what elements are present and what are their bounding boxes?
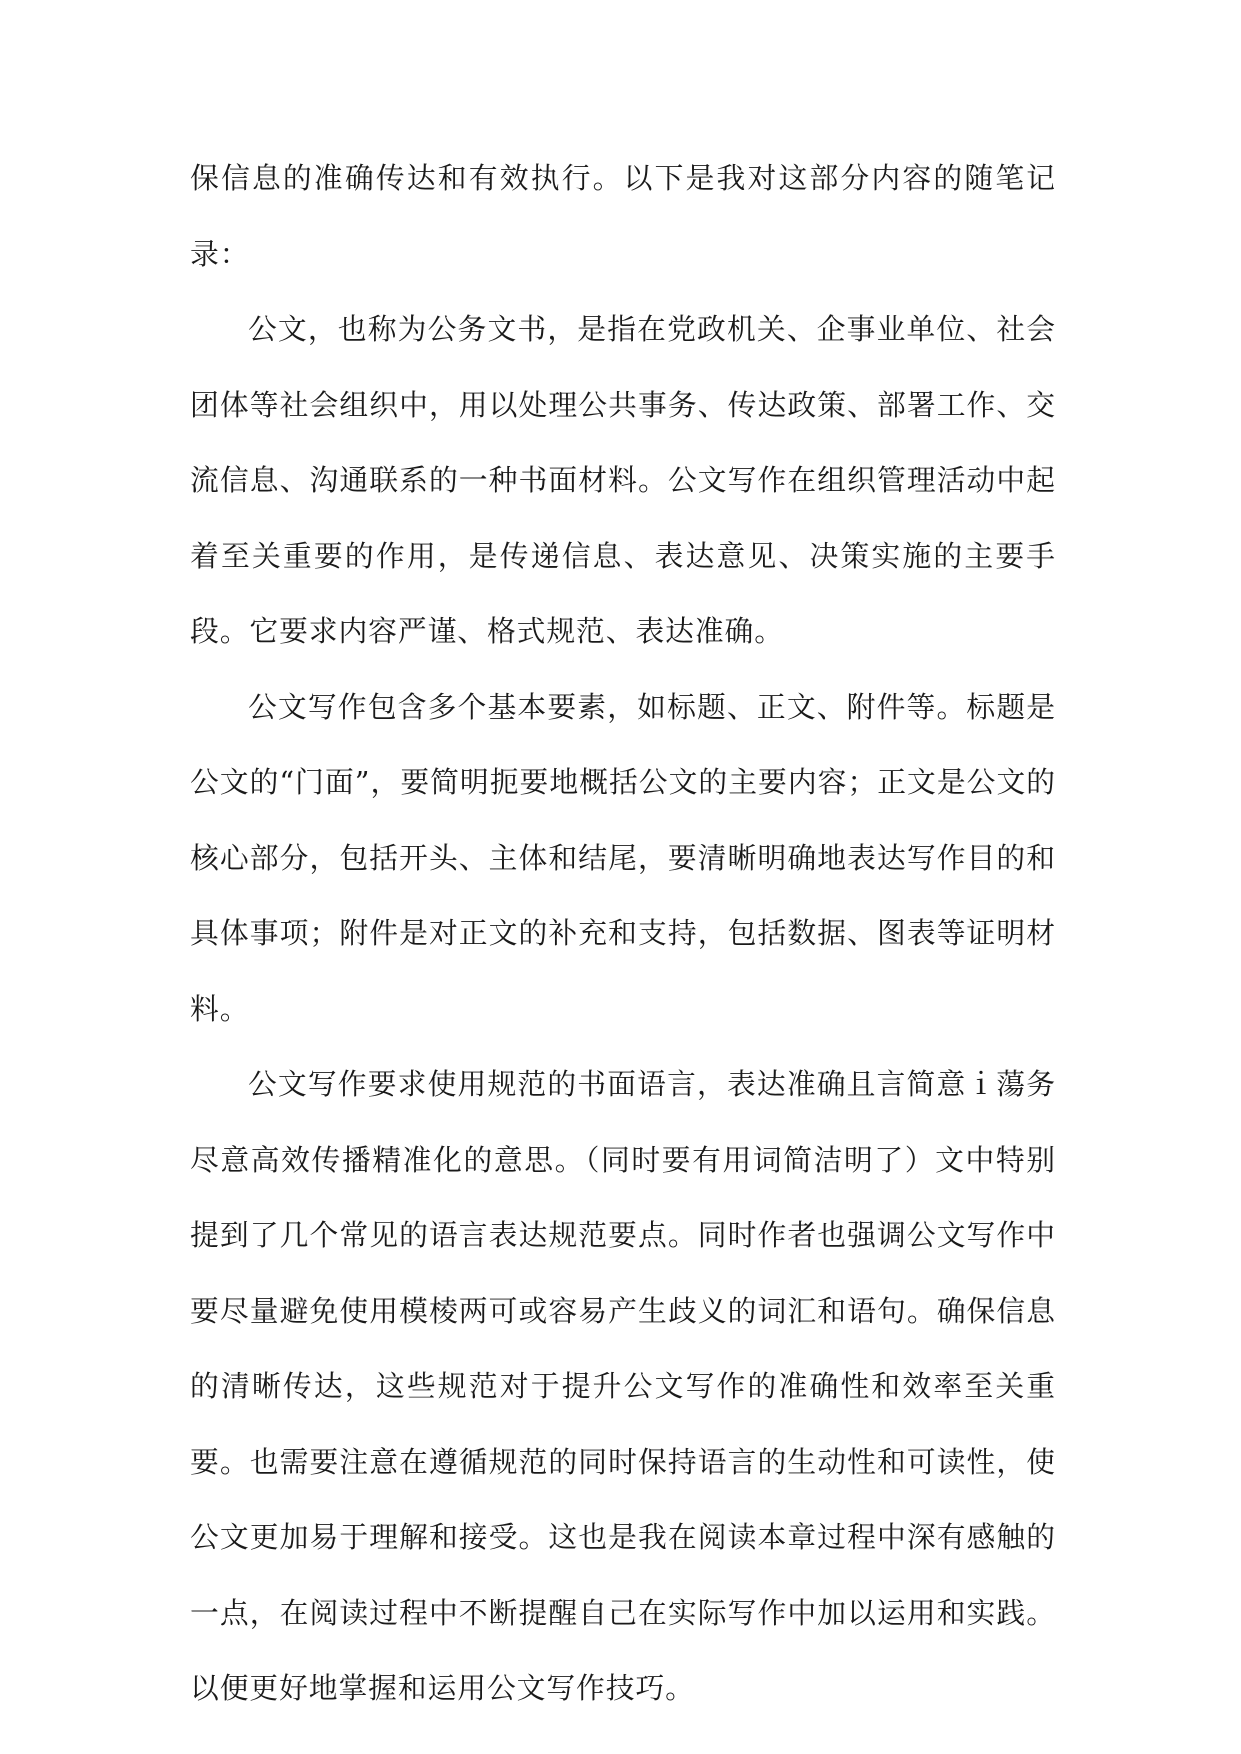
paragraph-language: 公文写作要求使用规范的书面语言，表达准确且言简意ｉ蕩务尽意高效传播精准化的意思。（同时要有用词简洁明了）文中特别提到了几个常见的语言表达规范要点。同时作者也强调公文写作中要尽量避免使用模棱两可或容易产生歧义的词汇和语句。确保信息的清晰传达，这些规范对于提升公文写作的准确性和效率至关重要。也需要注意在遵循规范的同时保持语言的生动性和可读性，使公文更加易于理解和接受。这也是我在阅读本章过程中深有感触的一点，在阅读过程中不断提醒自己在实际写作中加以运用和实践。以便更好地掌握和运用公文写作技巧。 [190, 1067, 1056, 1705]
paragraph-definition: 公文，也称为公务文书，是指在党政机关、企事业单位、社会团体等社会组织中，用以处理公共事务、传达政策、部署工作、交流信息、沟通联系的一种书面材料。公文写作在组织管理活动中起着至关重要的作用，是传递信息、表达意见、决策实施的主要手段。它要求内容严谨、格式规范、表达准确。 [190, 312, 1056, 648]
paragraph-elements: 公文写作包含多个基本要素，如标题、正文、附件等。标题是公文的“门面”，要简明扼要地概括公文的主要内容；正文是公文的核心部分，包括开头、主体和结尾，要清晰明确地表达写作目的和具体事项；附件是对正文的补充和支持，包括数据、图表等证明材料。 [190, 689, 1056, 1026]
document-body [190, 141, 1056, 1727]
paragraph-continuation: 保信息的准确传达和有效执行。以下是我对这部分内容的随笔记录： [190, 161, 1056, 271]
